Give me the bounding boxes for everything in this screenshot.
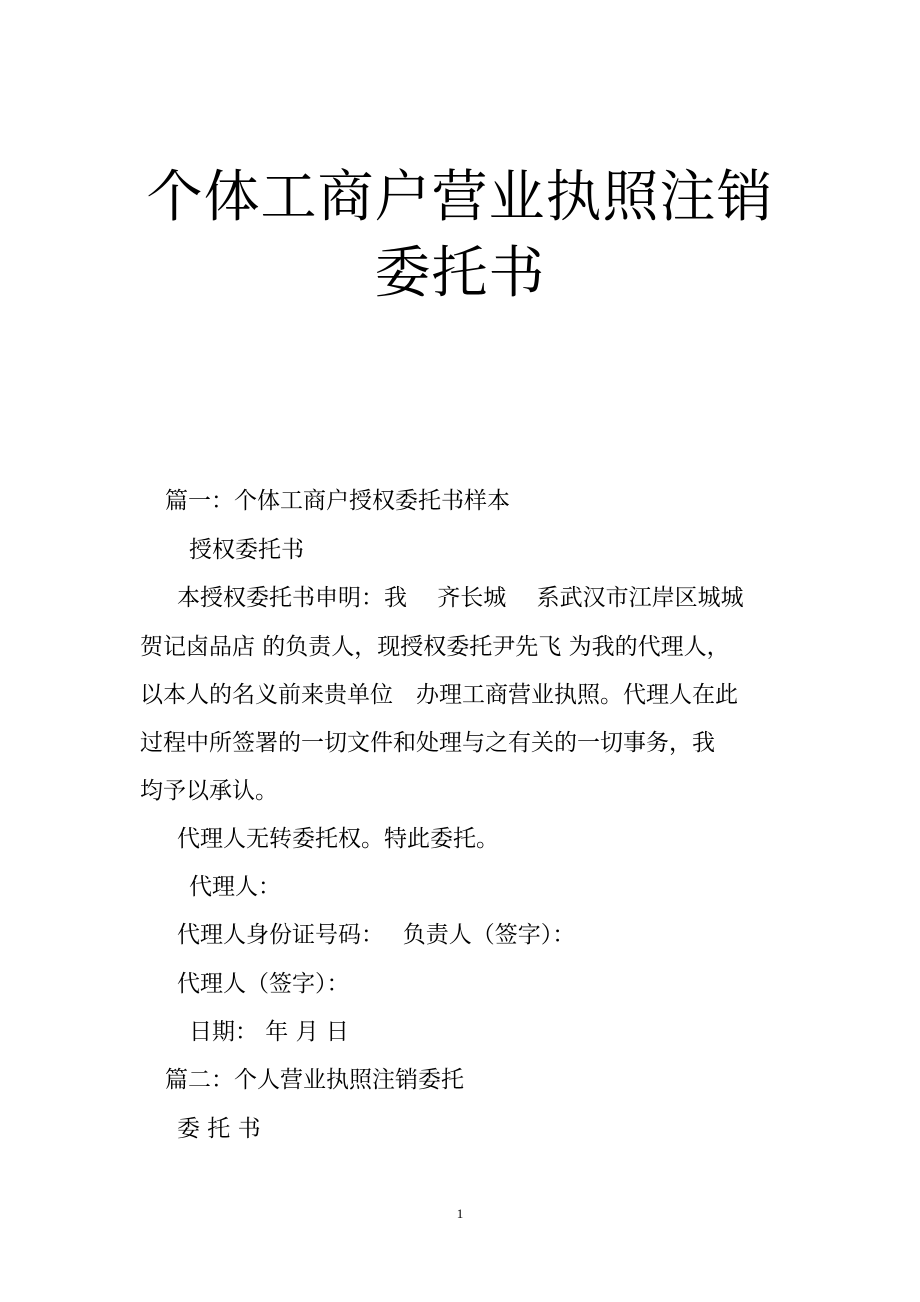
document-title-line2: 委托书 bbox=[374, 241, 546, 306]
paragraph1-line4: 过程中所签署的一切文件和处理与之有关的一切事务，我 bbox=[140, 730, 715, 756]
section2-heading: 篇二：个人营业执照注销委托 bbox=[165, 1067, 464, 1093]
section1-subtitle: 授权委托书 bbox=[189, 537, 304, 563]
paragraph1-line3: 以本人的名义前来贵单位 办理工商营业执照。代理人在此 bbox=[140, 682, 738, 708]
agent-sign-label: 代理人（签字）： bbox=[177, 971, 350, 997]
page-number: 1 bbox=[456, 1206, 464, 1221]
agent-id-label: 代理人身份证号码： 负责人（签字）： bbox=[177, 922, 576, 948]
section1-heading: 篇一：个体工商户授权委托书样本 bbox=[165, 488, 510, 514]
agent-label: 代理人： bbox=[189, 874, 281, 900]
document-title-line1: 个体工商户营业执照注销 bbox=[146, 165, 774, 230]
date-label: 日期： 年 月 日 bbox=[189, 1019, 349, 1045]
paragraph1-line2: 贺记卤品店 的负责人，现授权委托尹先飞 为我的代理人， bbox=[140, 634, 730, 660]
paragraph2: 代理人无转委托权。特此委托。 bbox=[177, 826, 499, 852]
section2-subtitle: 委 托 书 bbox=[177, 1116, 261, 1142]
paragraph1-line1: 本授权委托书申明：我 齐长城 系武汉市江岸区城城 bbox=[177, 585, 744, 611]
paragraph1-line5: 均予以承认。 bbox=[140, 778, 278, 804]
